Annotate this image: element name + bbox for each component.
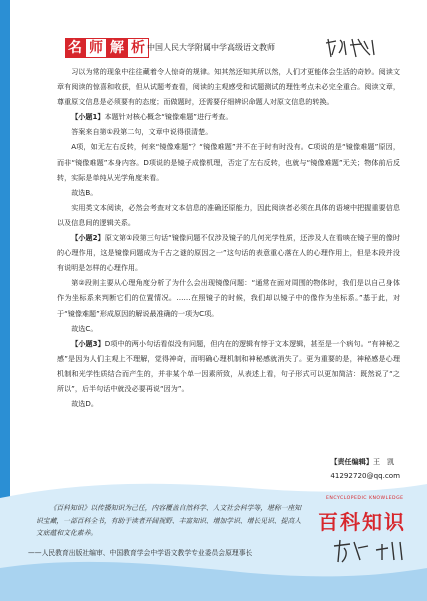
editor-name: 王 凯: [372, 457, 395, 466]
question-heading: 【小题2】: [71, 233, 105, 243]
article-header: [57, 18, 402, 62]
brand-logo: 百科知识: [318, 510, 406, 534]
question-heading: 【小题3】: [71, 338, 105, 348]
brand-english-name: ENCYCLOPEDIC KNOWLEDGE: [326, 496, 404, 501]
question-heading: 【小题1】: [71, 112, 105, 122]
badge-char: 名: [65, 38, 85, 58]
magazine-quote: 《百科知识》以传播知识为己任，内容覆盖自然科学、人文社会科学等，堪称一座知识宝藏，一部百科全书，有助于读者开阔视野、丰富知识、增加学识、增长见识、提高人文底蕴和文化素养。: [36, 504, 302, 537]
bottom-banner: [0, 476, 427, 601]
badge-char: 析: [127, 38, 149, 58]
badge-char: 解: [107, 38, 127, 58]
article-body: [57, 64, 400, 411]
column-badge: [65, 38, 149, 58]
endorser-signature-image: [330, 536, 410, 566]
editor-label: 【责任编辑】: [330, 457, 373, 466]
question-1-paragraph: [57, 109, 400, 124]
analysis-paragraph: 答案来自第①段第二句，文章中说得很清楚。: [71, 127, 213, 137]
answer-line: 故选B。: [71, 187, 98, 197]
question-2-paragraph: [57, 230, 400, 275]
badge-char: 师: [85, 38, 107, 58]
quote-attribution: ——人民教育出版社编审、中国教育学会中学语文教学专业委员会原理事长: [28, 549, 253, 557]
analysis-paragraph: 第②段则主要从心理角度分析了为什么会出现镜像问题：“通常在面对周围的物体时，我们是以自己身体作为坐标系来判断它们的位置情况。……在照镜子的时候，我们却以镜子中的像作为坐标系。”基于此，对于“镜像难题”形成原因的解说最准确的一项为C项。: [57, 278, 400, 318]
author-signature-image: [322, 35, 382, 61]
author-affiliation: 中国人民大学附属中学高级语文教师: [147, 43, 275, 52]
question-text: 本题针对核心概念“镜像难题”进行考查。: [104, 112, 233, 122]
intro-paragraph: 习以为常的现象中往往藏着令人惊奇的规律。知其然还知其所以然，人们才更能体会生活的奇妙。阅读文章有阅读的惊喜和收获，但从试题考查看，阅读的主观感受和试题测试的理性考点未必完全重合。阅读文章，尊重原文信息是必须要有的态度；而做题时，还需要仔细辨识命题人对原文信息的转换。: [57, 67, 400, 107]
question-text: 原文第①段第三句话“镜像问题不仅涉及镜子的几何光学性质，还涉及人在看映在镜子里的像时的心理作用，这是镜像问题成为千古之谜的原因之一”这句话的表意重心落在人的心理作用上，但是本段并没有说明是怎样的心理作用。: [57, 233, 400, 273]
analysis-paragraph: A项，如无左右反转，何来“镜像难题”？“镜像难题”并不在于时有时没有。C项说的是“镜像难题”原因，而非“镜像难题”本身内容。D项说的是镜子成像机理，否定了左右反转，也就与“镜像难题”无关；物体前后反转，实际是单纯从光学角度来看。: [57, 142, 400, 182]
question-text: D项中的两小句话看似没有问题，但内在的逻辑有悖于文本逻辑，甚至是一个病句。“有神秘之感”是因为人们主观上不理解，觉得神奇，而明确心理机制和神秘感就消失了。更为重要的是，神秘感是心理机制和光学性质结合而产生的，并非某个单一因素所致，从表述上看，句子形式可以更加简洁：既然说了“之所以”，后半句话中就没必要再说“因为”。: [57, 338, 401, 393]
question-3-paragraph: [57, 336, 400, 396]
analysis-paragraph: 实用类文本阅读，必然会考查对文本信息的准确还原能力，因此阅读者必须在具体的语境中把握重要信息以及信息间的逻辑关系。: [57, 202, 400, 227]
editor-email: 41292720@qq.com: [330, 471, 400, 480]
answer-line: 故选C。: [71, 323, 98, 333]
answer-line: 故选D。: [71, 399, 98, 409]
